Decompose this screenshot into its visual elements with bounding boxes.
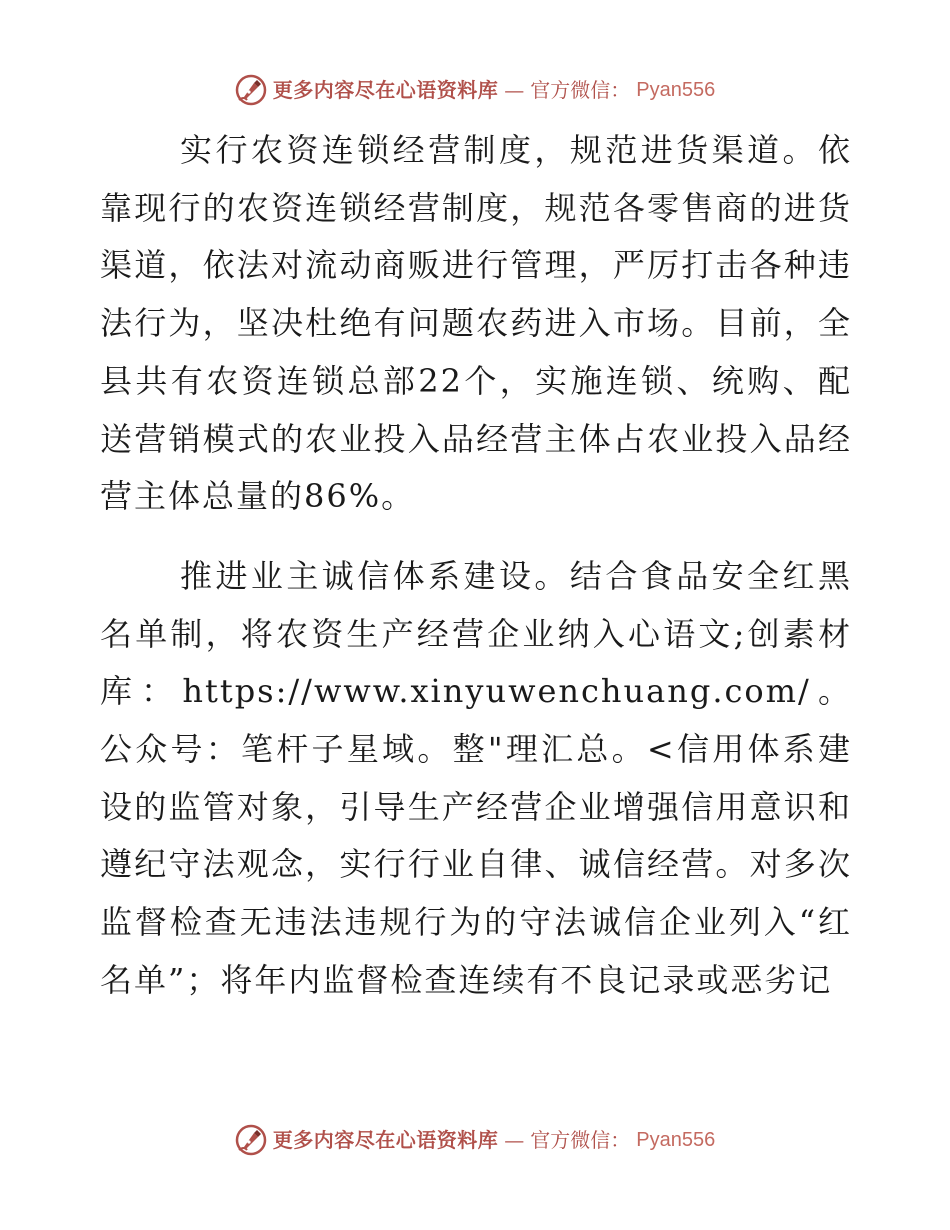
header-banner	[0, 70, 950, 110]
document-body	[100, 122, 852, 1010]
banner-wechat-id: Pyan556	[636, 1129, 716, 1151]
banner-title: 更多内容尽在心语资料库	[272, 1128, 499, 1152]
footer-banner	[0, 1120, 950, 1160]
banner-wechat-label: 官方微信：	[530, 78, 631, 102]
banner-wechat-label: 官方微信：	[530, 1128, 631, 1152]
banner-separator: —	[504, 1128, 525, 1152]
pen-nib-logo-icon	[235, 1124, 267, 1156]
banner-title: 更多内容尽在心语资料库	[272, 78, 499, 102]
pen-nib-logo-icon	[235, 74, 267, 106]
banner-wechat-id: Pyan556	[636, 79, 716, 101]
paragraph: 推进业主诚信体系建设。结合食品安全红黑名单制，将农资生产经营企业纳入心语文;创素材库：https://www.xinyuwenchuang.com/。公众号：笔杆子星域。整"理汇总。<信用体系建设的监管对象，引导生产经营企业增强信用意识和遵纪守法观念，实行行业自律、诚信经营。对多次监督检查无违法违规行为的守法诚信企业列入“红名单”；将年内监督检查连续有不良记录或恶劣记	[100, 556, 852, 999]
paragraph: 实行农资连锁经营制度，规范进货渠道。依靠现行的农资连锁经营制度，规范各零售商的进货渠道，依法对流动商贩进行管理，严厉打击各种违法行为，坚决杜绝有问题农药进入市场。目前，全县共有农资连锁总部22个，实施连锁、统购、配送营销模式的农业投入品经营主体占农业投入品经营主体总量的86%。	[100, 131, 852, 516]
banner-separator: —	[504, 78, 525, 102]
footer-banner-content	[235, 1124, 715, 1156]
header-banner-content	[235, 74, 715, 106]
